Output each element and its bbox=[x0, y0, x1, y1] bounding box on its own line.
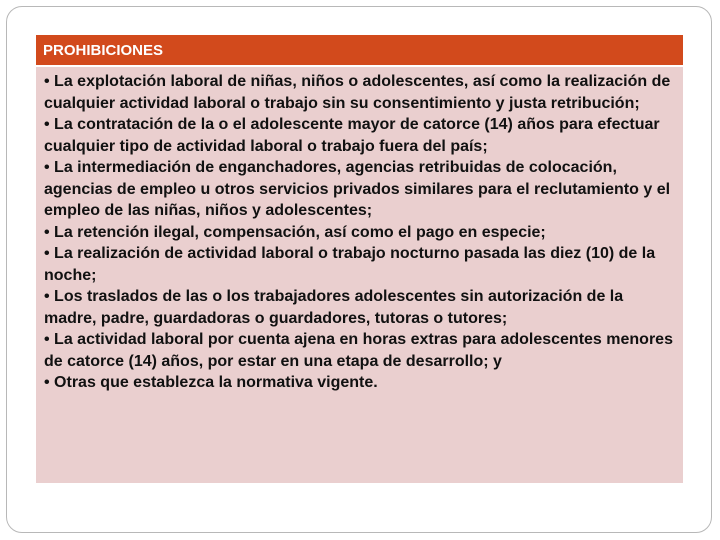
list-item: • Otras que establezca la normativa vigente. bbox=[44, 374, 378, 391]
list-item: • La retención ilegal, compensación, así como el pago en especie; bbox=[44, 223, 546, 241]
list-item: • Los traslados de las o los trabajadores adolescentes sin autorización de la madre, padre, guardadoras o guardadores, tutoras o tutores; bbox=[44, 288, 624, 327]
list-item: • La intermediación de enganchadores, agencias retribuidas de colocación, agencias de empleo u otros servicios privados similares para el reclutamiento y el empleo de las niñas, niños y adolescentes; bbox=[44, 159, 671, 219]
list-item: • La contratación de la o el adolescente mayor de catorce (14) años para efectuar cualquier tipo de actividad laboral o trabajo fuera del país; bbox=[44, 116, 660, 155]
prohibitions-table bbox=[36, 35, 683, 483]
list-item: • La actividad laboral por cuenta ajena en horas extras para adolescentes menores de catorce (14) años, por estar en una etapa de desarrollo; y bbox=[44, 331, 673, 370]
table-body bbox=[36, 67, 683, 483]
list-item: • La explotación laboral de niñas, niños o adolescentes, así como la realización de cualquier actividad laboral o trabajo sin su consentimiento y justa retribución; bbox=[44, 73, 671, 112]
list-item: • La realización de actividad laboral o trabajo nocturno pasada las diez (10) de la noche; bbox=[44, 245, 656, 284]
table-header: PROHIBICIONES bbox=[36, 35, 683, 67]
